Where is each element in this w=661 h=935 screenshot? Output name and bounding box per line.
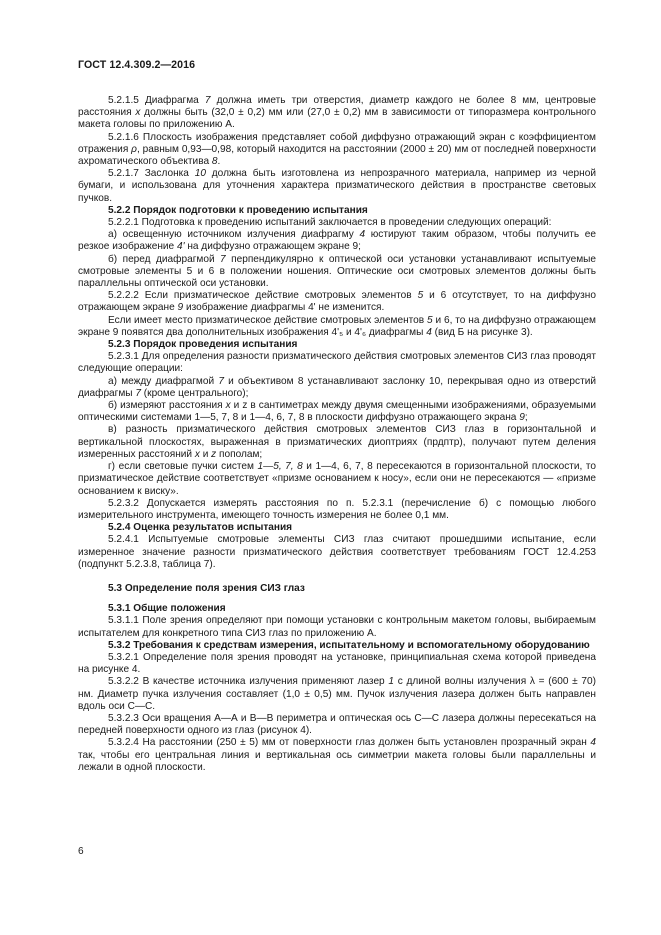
paragraph bbox=[78, 290, 596, 314]
paragraph-text: 5.3.2.2 В качестве источника излучения применяют лазер bbox=[108, 676, 389, 688]
paragraph bbox=[78, 254, 596, 291]
paragraph-text: г) если световые пучки систем bbox=[108, 461, 258, 473]
italic-ref: 10 bbox=[194, 168, 206, 180]
italic-ref: ρ bbox=[131, 143, 137, 155]
italic-ref: 4 bbox=[359, 229, 366, 241]
section-spacer bbox=[78, 595, 596, 603]
paragraph-text: а) освещенную источником излучения диафрагму bbox=[108, 229, 360, 241]
paragraph-text: 5.3.1.1 Поле зрения определяют при помощи установки с контрольным макетом головы, выбираемым испытателем для конкретного типа СИЗ глаз по приложению А. bbox=[78, 615, 596, 639]
paragraph-text: б) перед диафрагмой bbox=[108, 253, 221, 265]
page-number: 6 bbox=[78, 846, 84, 857]
italic-ref: 9 bbox=[519, 412, 525, 424]
italic-ref: 8 bbox=[211, 156, 218, 168]
paragraph bbox=[78, 737, 596, 774]
italic-ref: 1 bbox=[388, 676, 395, 688]
paragraph-text: и 1—4, 6, 7, 8 пересекаются в горизонтальной плоскости, то призматическое действие соответствует «призме основанием к носу», если они не пересекаются — «призме основанием к виску». bbox=[78, 461, 596, 497]
paragraph-text: 5.2.3.2 Допускается измерять расстояния по п. 5.2.3.1 (перечисление б) с помощью любого измерительного инструмента, имеющего точность измерения не более 0,1 мм. bbox=[78, 497, 596, 521]
section-heading: 5.2.4 Оценка результатов испытания bbox=[108, 522, 293, 534]
paragraph-text: пополам; bbox=[216, 448, 263, 460]
paragraph-text: так, чтобы его центральная линия и вертикальная ось симметрии макета головы были параллельны и лежали в одной плоскости. bbox=[78, 749, 596, 773]
paragraph bbox=[78, 652, 596, 676]
paragraph-text: ; bbox=[524, 412, 528, 424]
section-heading: 5.3.1 Общие положения bbox=[108, 603, 226, 615]
italic-ref: 4 bbox=[426, 326, 432, 338]
paragraph-text: 5.2.3.1 Для определения разности призматического действия смотровых элементов СИЗ глаз проводят следующие операции: bbox=[78, 351, 596, 375]
paragraph bbox=[78, 534, 596, 571]
paragraph-text: Если имеет место призматическое действие смотровых элементов bbox=[108, 314, 428, 326]
paragraph bbox=[78, 615, 596, 639]
italic-ref: 4 bbox=[590, 737, 596, 749]
paragraph-text: изображение диафрагмы 4' не изменится. bbox=[183, 302, 385, 314]
paragraph-text: юстируют таким образом, чтобы получить ее резкое изображение bbox=[78, 229, 596, 253]
paragraph-text: и bbox=[199, 448, 212, 460]
paragraph bbox=[78, 424, 596, 461]
paragraph-text: и объективом 8 устанавливают заслонку 10, перекрывая одно из отверстий диафрагмы bbox=[78, 375, 596, 399]
italic-ref: 4' bbox=[176, 241, 185, 253]
section-spacer bbox=[78, 571, 596, 583]
paragraph-text: 5.3.2.3 Оси вращения А—А и В—В периметра и оптическая ось С—С лазера должны пересекаться на передней поверхности одного из глаз (рисунок 4). bbox=[78, 712, 596, 737]
paragraph-text: и 6 отсутствует, то на диффузно отражающем экране bbox=[78, 290, 596, 314]
paragraph-text: 5.2.1.7 Заслонка bbox=[108, 168, 195, 180]
paragraph-text: с длиной волны излучения λ = (600 ± 70) нм. Диаметр пучка излучения составляет (1,0 ± 0,5) мм. Пучок излучения лазера должен быть направлен вдоль оси С—С. bbox=[78, 676, 596, 712]
paragraph-text: (кроме центрального); bbox=[140, 387, 249, 399]
section-heading: 5.3 Определение поля зрения СИЗ глаз bbox=[108, 582, 305, 594]
italic-ref: 5 bbox=[417, 290, 424, 302]
paragraph-text: 5.2.1.5 Диафрагма bbox=[108, 95, 205, 106]
paragraph bbox=[78, 498, 596, 522]
document-header: ГОСТ 12.4.309.2—2016 bbox=[78, 59, 196, 71]
paragraph-text: , равным 0,93—0,98, который находится на расстоянии (2000 ± 20) мм от последней поверхности ахроматического объектива bbox=[78, 143, 596, 168]
paragraph-text: 5.2.2.1 Подготовка к проведению испытаний заключается в проведении следующих операций: bbox=[108, 217, 552, 229]
paragraph bbox=[78, 229, 596, 253]
italic-ref: 9 bbox=[177, 302, 184, 314]
paragraph bbox=[78, 95, 596, 132]
paragraph-text: (вид Б на рисунке 3). bbox=[431, 326, 533, 338]
section-heading: 5.3.2 Требования к средствам измерения, испытательному и вспомогательному оборудованию bbox=[108, 639, 590, 651]
paragraph-text: 5.2.4.1 Испытуемые смотровые элементы СИЗ глаз считают прошедшими испытание, если измеренное значение разности призматического действия соответствует требованиям ГОСТ 12.4.253 (подпункт 5.2.3.8, таблица 7). bbox=[78, 534, 596, 570]
paragraph-text: и 6, то на диффузно отражающем экране 9 появятся два дополнительных изображения 4'₅ и 4'₆ диафрагмы bbox=[78, 314, 596, 338]
paragraph bbox=[78, 132, 596, 169]
italic-ref: z bbox=[211, 448, 217, 460]
paragraph-text: должны быть (32,0 ± 0,2) мм или (27,0 ± 0,2) мм в зависимости от типоразмера контрольного макета головы по приложению А. bbox=[78, 107, 596, 131]
paragraph-text: и z в сантиметрах между двумя смещенными изображениями, образуемыми оптическими системами 1—5, 7, 8 и 1—4, 6, 7, 8 в плоскости диффузно отражающего экрана bbox=[78, 400, 597, 424]
italic-ref: x bbox=[194, 448, 200, 460]
italic-ref: 1—5, 7, 8 bbox=[257, 461, 303, 473]
paragraph bbox=[78, 713, 596, 737]
paragraph-text: 5.3.2.1 Определение поля зрения проводят на установке, принципиальная схема которой приведена на рисунке 4. bbox=[78, 651, 596, 676]
paragraph bbox=[78, 351, 596, 375]
paragraph-text: а) между диафрагмой bbox=[108, 375, 219, 387]
paragraph-text: б) измеряют расстояния bbox=[108, 400, 226, 412]
italic-ref: x bbox=[135, 107, 141, 119]
paragraph-text: перпендикулярно к оптической оси установки устанавливают испытуемые смотровые элементы 5 и 6 в положении ношения. Оптические оси смотровых элементов должны быть параллельны оптической оси установки. bbox=[78, 253, 597, 290]
italic-ref: 5 bbox=[427, 314, 433, 326]
document-body bbox=[78, 95, 596, 774]
paragraph-text: на диффузно отражающем экране 9; bbox=[184, 241, 361, 253]
italic-ref: 7 bbox=[218, 375, 224, 387]
section-heading: 5.2.3 Порядок проведения испытания bbox=[108, 339, 298, 351]
paragraph-text: должна иметь три отверстия, диаметр каждого не более 8 мм, центровые расстояния bbox=[78, 95, 596, 119]
paragraph bbox=[78, 376, 596, 400]
italic-ref: 7 bbox=[204, 95, 211, 106]
paragraph bbox=[78, 168, 596, 205]
paragraph bbox=[78, 461, 596, 498]
paragraph bbox=[78, 676, 596, 713]
paragraph-text: . bbox=[217, 156, 221, 168]
paragraph-text: должна быть изготовлена из непрозрачного материала, например из черной бумаги, и использована для уточнения характера призматического действия в пространстве световых пучков. bbox=[78, 168, 596, 204]
paragraph bbox=[78, 217, 596, 229]
paragraph bbox=[78, 315, 596, 339]
paragraph-text: 5.2.1.6 Плоскость изображения представляет собой диффузно отражающий экран с коэффициентом отражения bbox=[78, 131, 596, 155]
paragraph-text: 5.3.2.4 На расстоянии (250 ± 5) мм от поверхности глаз должен быть установлен прозрачный экран bbox=[108, 737, 591, 749]
paragraph-text: 5.2.2.2 Если призматическое действие смотровых элементов bbox=[108, 290, 418, 302]
paragraph-text: в) разность призматического действия смотровых элементов СИЗ глаз в горизонтальной и вертикальной плоскостях, выраженная в призматических диоптриях (прдптр), получают путем деления измеренных расстояний bbox=[78, 424, 596, 460]
paragraph bbox=[78, 400, 596, 424]
section-heading: 5.2.2 Порядок подготовки к проведению испытания bbox=[108, 204, 368, 216]
italic-ref: 7 bbox=[135, 387, 141, 399]
italic-ref: x bbox=[225, 400, 231, 412]
italic-ref: 7 bbox=[220, 253, 226, 265]
